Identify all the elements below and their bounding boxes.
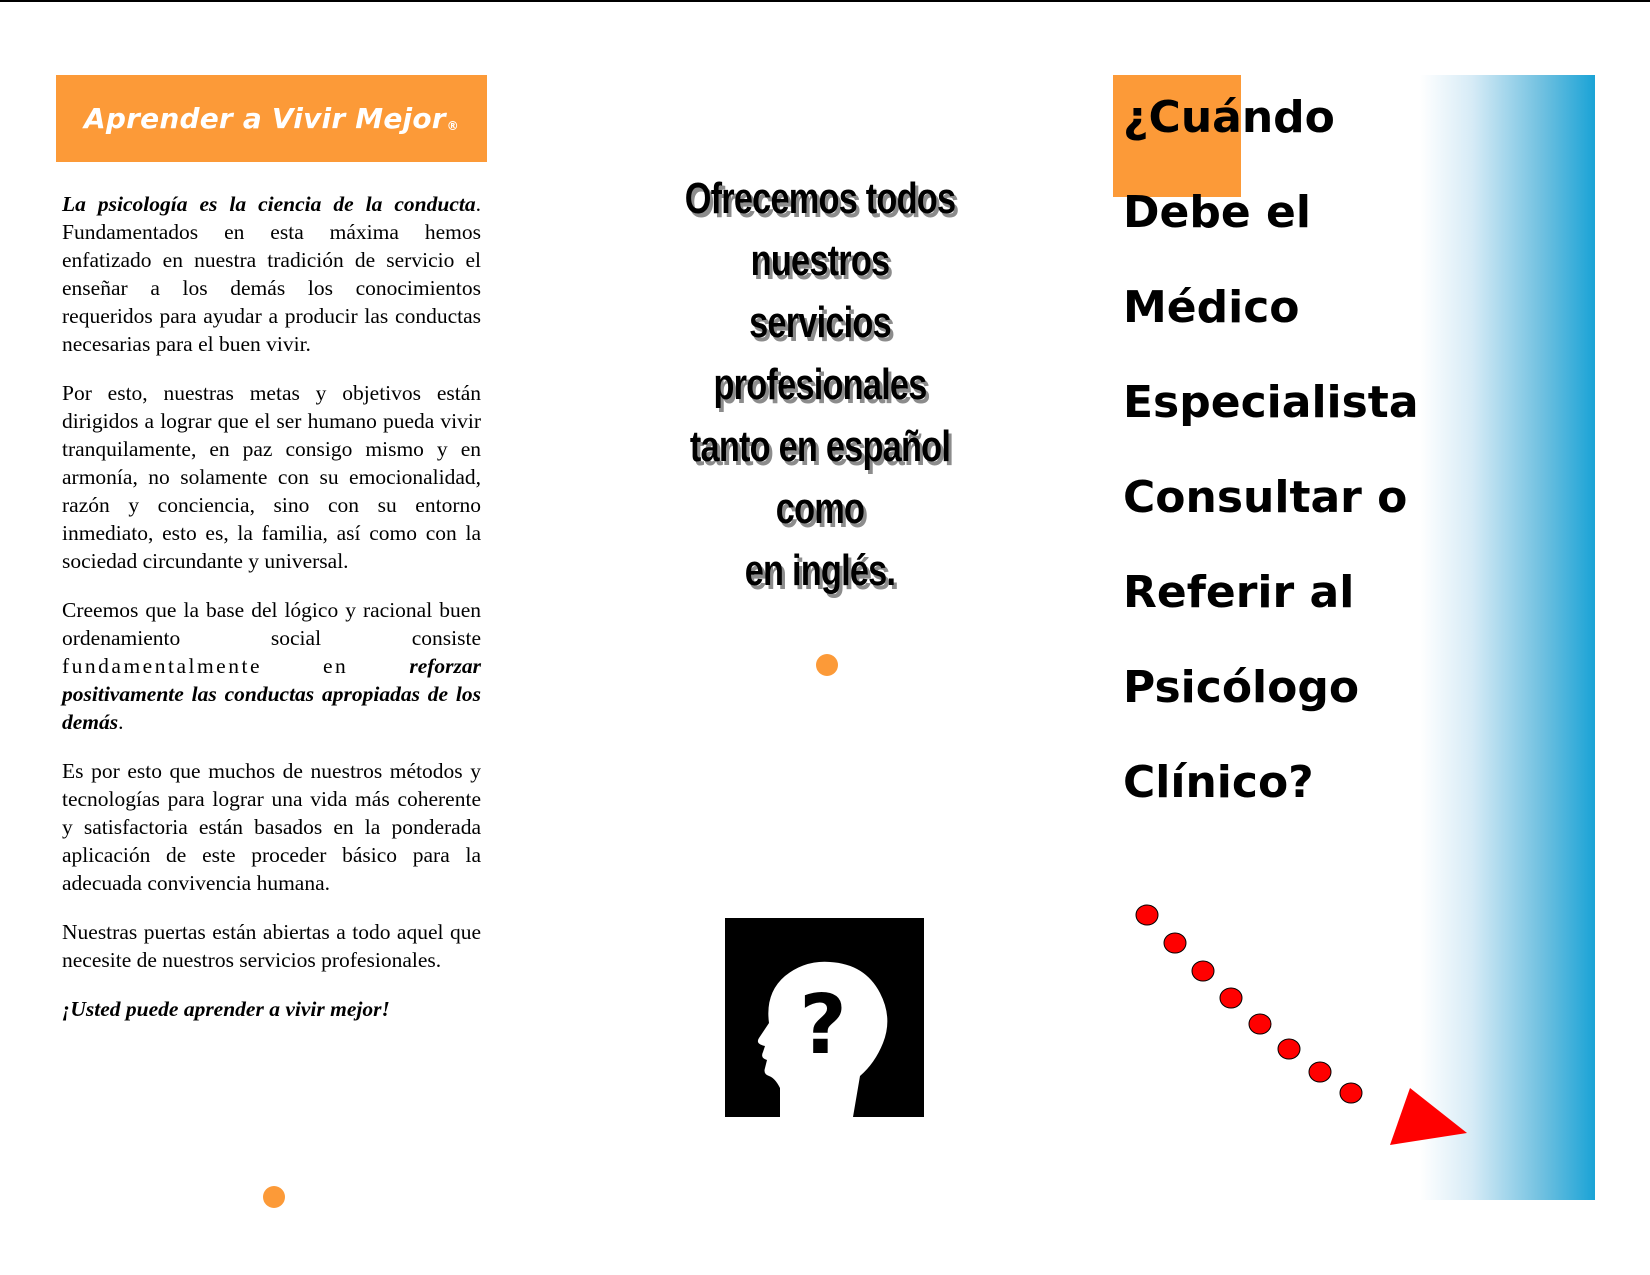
p1-lead: La psicología es la ciencia de la conducta bbox=[62, 192, 476, 216]
banner-title: Aprender a Vivir Mejor® bbox=[84, 102, 459, 135]
title-line-7: Psicólogo bbox=[1123, 662, 1360, 713]
title-line-2: Debe el bbox=[1123, 187, 1311, 238]
paragraph-3 bbox=[62, 596, 481, 736]
services-line-2: servicios profesionales bbox=[713, 298, 927, 409]
p3-end: . bbox=[118, 710, 124, 734]
title-line-1: ¿Cuándo bbox=[1123, 92, 1335, 143]
left-body-text bbox=[62, 190, 481, 1044]
right-question-title bbox=[1123, 70, 1423, 830]
services-line-1: Ofrecemos todos nuestros bbox=[684, 174, 956, 285]
orange-bullet-icon bbox=[263, 1186, 285, 1208]
paragraph-1 bbox=[62, 190, 481, 358]
services-statement bbox=[648, 168, 991, 602]
paragraph-5: Nuestras puertas están abiertas a todo aquel que necesite de nuestros servicios profesionales. bbox=[62, 920, 481, 972]
services-line-4: en inglés. bbox=[744, 546, 896, 595]
registered-mark: ® bbox=[446, 119, 459, 133]
paragraph-4: Es por esto que muchos de nuestros métodos y tecnologías para lograr una vida más coherente y satisfactoria están basados en la ponderada aplicación de este proceder básico para la adecuada convivencia humana. bbox=[62, 759, 481, 895]
p3-start: Creemos que la base del lógico y racional buen ordenamiento social consiste bbox=[62, 598, 481, 650]
p3-spaced: fundamentalmente en bbox=[62, 654, 410, 678]
question-mark-glyph: ? bbox=[799, 978, 847, 1073]
title-line-4: Especialista bbox=[1123, 377, 1419, 428]
title-line-3: Médico bbox=[1123, 282, 1300, 333]
orange-bullet-icon bbox=[816, 654, 838, 676]
head-question-icon bbox=[725, 918, 924, 1117]
title-line-8: Clínico? bbox=[1123, 757, 1314, 808]
closing-line: ¡Usted puede aprender a vivir mejor! bbox=[62, 997, 390, 1021]
p1-rest: . Fundamentados en esta máxima hemos enfatizado en nuestra tradición de servicio el enseñar a los demás los conocimientos requeridos para ayudar a producir las conductas necesarias para el buen vivir. bbox=[62, 192, 481, 356]
title-line-5: Consultar o bbox=[1123, 472, 1408, 523]
paragraph-2: Por esto, nuestras metas y objetivos están dirigidos a lograr que el ser humano pueda vivir tranquilamente, en paz consigo mismo y en armonía, no solamente con su emocionalidad, razón y conciencia, sino con su entorno inmediato, esto es, la familia, así como con la sociedad circundante y universal. bbox=[62, 381, 481, 573]
dotted-arrow-icon bbox=[1125, 895, 1475, 1155]
p3-bold: reforzar positivamente las conductas apropiadas de los demás bbox=[62, 654, 481, 734]
brand-banner bbox=[56, 75, 487, 162]
services-line-3: tanto en español como bbox=[689, 422, 951, 533]
top-border-line bbox=[0, 0, 1650, 2]
title-line-6: Referir al bbox=[1123, 567, 1355, 618]
